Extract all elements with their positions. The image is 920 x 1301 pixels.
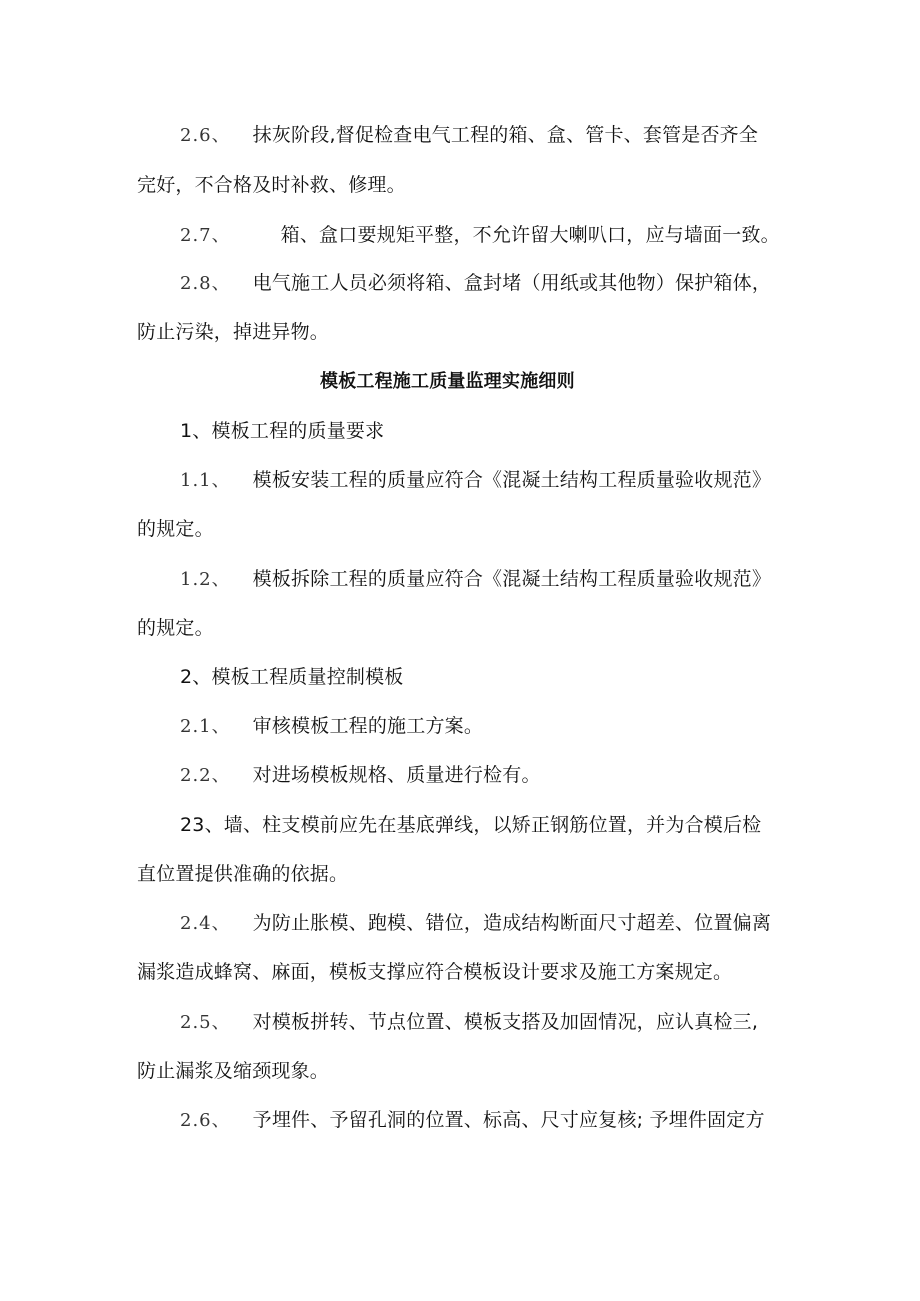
item-number: 2.6、 xyxy=(180,1110,231,1131)
item-number: 2.2、 xyxy=(180,765,231,786)
paragraph-text: 箱、盒口要规矩平整，不允许留大喇叭口，应与墙面一致。 xyxy=(280,224,780,246)
paragraph-text: 电气施工人员必须将箱、盒封堵（用纸或其他物）保护箱体， xyxy=(252,272,772,294)
paragraph-text: 审核模板工程的施工方案。 xyxy=(252,715,484,737)
paragraph-1-1-line1 xyxy=(180,467,771,494)
paragraph-2-8-line1 xyxy=(180,270,771,297)
paragraph-2-5-line1 xyxy=(180,1009,758,1036)
paragraph-2-4-line1 xyxy=(180,910,771,937)
paragraph-text: 模板安装工程的质量应符合《混凝土结构工程质量验收规范》 xyxy=(252,469,772,491)
paragraph-text: 抹灰阶段,督促检查电气工程的箱、盒、管卡、套管是否齐全 xyxy=(252,124,759,146)
paragraph-1-1-line2: 的规定。 xyxy=(137,518,214,540)
item-number: 2.1、 xyxy=(180,716,231,737)
paragraph-2-3-line2: 直位置提供准确的依据。 xyxy=(137,863,349,885)
item-number: 2.4、 xyxy=(180,913,231,934)
paragraph-2-6-line2: 完好，不合格及时补救、修理。 xyxy=(137,174,406,196)
item-number: 2.7、 xyxy=(180,225,231,246)
paragraph-2-1 xyxy=(180,713,483,740)
item-number: 1.2、 xyxy=(180,569,231,590)
paragraph-text: 模板拆除工程的质量应符合《混凝土结构工程质量验收规范》 xyxy=(252,568,772,590)
paragraph-2-7 xyxy=(180,222,780,249)
paragraph-text: 对模板拼转、节点位置、模板支搭及加固情况，应认真检三, xyxy=(252,1011,759,1033)
item-number: 1.1、 xyxy=(180,470,231,491)
paragraph-text: 予埋件、予留孔洞的位置、标高、尺寸应复核; 予埋件固定方 xyxy=(252,1109,765,1131)
paragraph-2-8-line2: 防止污染，掉进异物。 xyxy=(137,321,330,343)
paragraph-2-3-line1: 23、墙、柱支模前应先在基底弹线，以矫正钢筋位置，并为合模后检 xyxy=(180,814,762,836)
paragraph-2-4-line2: 漏浆造成蜂窝、麻面，模板支撑应符合模板设计要求及施工方案规定。 xyxy=(137,961,733,983)
item-number: 2.5、 xyxy=(180,1012,231,1033)
paragraph-2-6b xyxy=(180,1107,765,1134)
paragraph-2-5-line2: 防止漏浆及缩颈现象。 xyxy=(137,1060,330,1082)
paragraph-text: 为防止胀模、跑模、错位，造成结构断面尺寸超差、位置偏离 xyxy=(252,912,772,934)
paragraph-2-2 xyxy=(180,762,541,789)
paragraph-1-2-line1 xyxy=(180,566,771,593)
heading-1: 1、模板工程的质量要求 xyxy=(180,420,385,442)
section-title: 模板工程施工质量监理实施细则 xyxy=(320,371,575,392)
paragraph-2-6-line1 xyxy=(180,122,758,149)
paragraph-text: 对进场模板规格、质量进行检有。 xyxy=(252,764,541,786)
paragraph-1-2-line2: 的规定。 xyxy=(137,617,214,639)
item-number: 2.6、 xyxy=(180,125,231,146)
heading-2: 2、模板工程质量控制模板 xyxy=(180,666,404,688)
item-number: 2.8、 xyxy=(180,273,231,294)
